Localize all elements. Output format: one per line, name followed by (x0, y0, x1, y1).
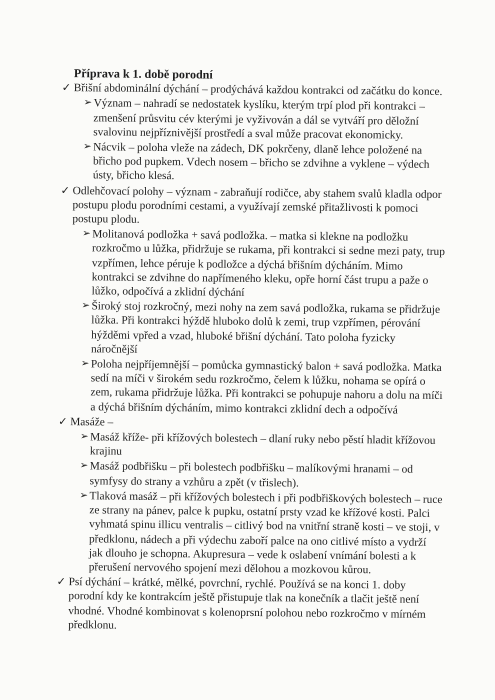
checklist-item (60, 184, 445, 231)
checkmark-icon: ✓ (61, 81, 72, 95)
checklist-item-text: Odlehčovací polohy – význam - zabraňují rodičce, aby stahem svalů kladla odpor postupu plodu porodními cestami, a využívají zemské přitažlivosti k pomoci postupu plodu. (72, 184, 442, 226)
checklist-item (56, 575, 442, 636)
sub-bullet-text: Masáž podbřišku – při bolestech podbřišku – malíkovými hranami – od symfysy do strany a vzhůru a zpět (v třislech). (89, 460, 414, 490)
sub-bullet-item (61, 140, 446, 187)
sub-bullet-item (58, 459, 443, 491)
arrow-bullet-icon: ➢ (83, 97, 93, 109)
arrow-bullet-icon: ➢ (79, 490, 88, 502)
arrow-bullet-icon: ➢ (81, 300, 90, 312)
arrow-bullet-icon: ➢ (80, 358, 90, 370)
checkmark-icon: ✓ (60, 183, 70, 197)
checklist-item-text: Masáže – (70, 415, 114, 429)
sub-bullet-text: Nácvik – poloha vleže na zádech, DK pokrčeny, dlaně lehce položené na břicho pod pupkem. Vdech nosem – břicho se zdvihne a vyklene – výdech ústy, břicho klesá. (92, 141, 430, 183)
document-body (56, 66, 447, 636)
sub-bullet-text: Masáž kříže- při křížových bolestech – dlaní ruky nebo pěstí hladit křížovou krajinu (89, 431, 436, 458)
sub-bullet-text: Široký stoj rozkročný, mezi nohy na zem savá podložka, rukama se přidržuje lůžka. Při kontrakci hýždě hluboko dolů k zemi, trup vzpřímen, pérování hýžděmi vpřed a vzad, hluboké břišní dýchání. Tato poloha fyzicky náročnější (90, 300, 441, 356)
sub-bullet-text: Poloha nejpříjemnější – pomůcka gymnastický balon + savá podložka. Matka sedí na míči v širokém sedu rozkročmo, čelem k lůžku, nohama se opírá o zem, rukama přidržuje lůžka. Při kontrakci se pohupuje nahoru a dolu na míči a dýchá břišním dýcháním, mimo kontrakci zklidní dech a odpočívá (90, 358, 443, 417)
sub-bullet-item (60, 227, 446, 302)
section-list (56, 81, 447, 636)
sub-bullet-item (57, 489, 443, 578)
sub-bullet-item (58, 357, 444, 418)
sub-bullet-item (58, 430, 443, 462)
arrow-bullet-icon: ➢ (82, 228, 91, 240)
sub-bullet-text: Molitanová podložka + savá podložka. – matka si klekne na podložku rozkročmo u lůžka, přidržuje se rukama, při kontrakci si sedne mezi paty, trup vzpřímen, lehce péruje k podložce a dýchá břišním dýcháním. Mimo kontrakci se zdvihne do napřímeného kleku, opře horní část trupu a paže o lůžko, odpočívá a zklidní dýchání (91, 228, 445, 299)
sub-bullet-text: Tlaková masáž – při křížových bolestech i při podbřiškových bolestech – ruce ze strany na pánev, palce k pupku, ostatní prsty vzad ke křížové kosti. Palci vyhmatá spinu illicu ventralis – citlivý bod na vnitřní straně kosti – ve stoji, v předklonu, nádech a při výdechu zaboří palce na ono citlivé místo a vydrží jak dlouho je schopna. Akupresura – vede k oslabení vnímání bolesti a k přerušení nervového spojení mezi dělohou a mozkovou kůrou. (88, 490, 443, 577)
arrow-bullet-icon: ➢ (80, 431, 89, 443)
checklist-item-text: Břišní abdominální dýchání – prodýchává každou kontrakci od začátku do konce. (73, 82, 443, 99)
arrow-bullet-icon: ➢ (79, 460, 89, 472)
checklist-item-text: Psí dýchání – krátké, mělké, povrchní, rychlé. Používá se na konci 1. doby porodní kdy ke kontrakcím ještě přistupuje tlak na konečník a tlačit ještě není vhodné. Vhodné kombinovat s kolenoprsní polohou nebo rozkročmo v mírném předklonu. (68, 576, 426, 632)
arrow-bullet-icon: ➢ (83, 141, 92, 153)
checkmark-icon: ✓ (58, 414, 68, 428)
document-title: Příprava k 1. době porodní (73, 66, 213, 82)
sub-bullet-item (61, 96, 446, 143)
sub-bullet-item (59, 299, 445, 360)
checkmark-icon: ✓ (56, 575, 66, 589)
sub-bullet-text: Význam – nahradí se nedostatek kyslíku, kterým trpí plod při kontrakci – zmenšení průsvitu cév kterými je vyživován a dál se vytváří pro děložní svalovinu nejpříznivější prostředí a sval může pracovat ekonomicky. (93, 97, 425, 142)
